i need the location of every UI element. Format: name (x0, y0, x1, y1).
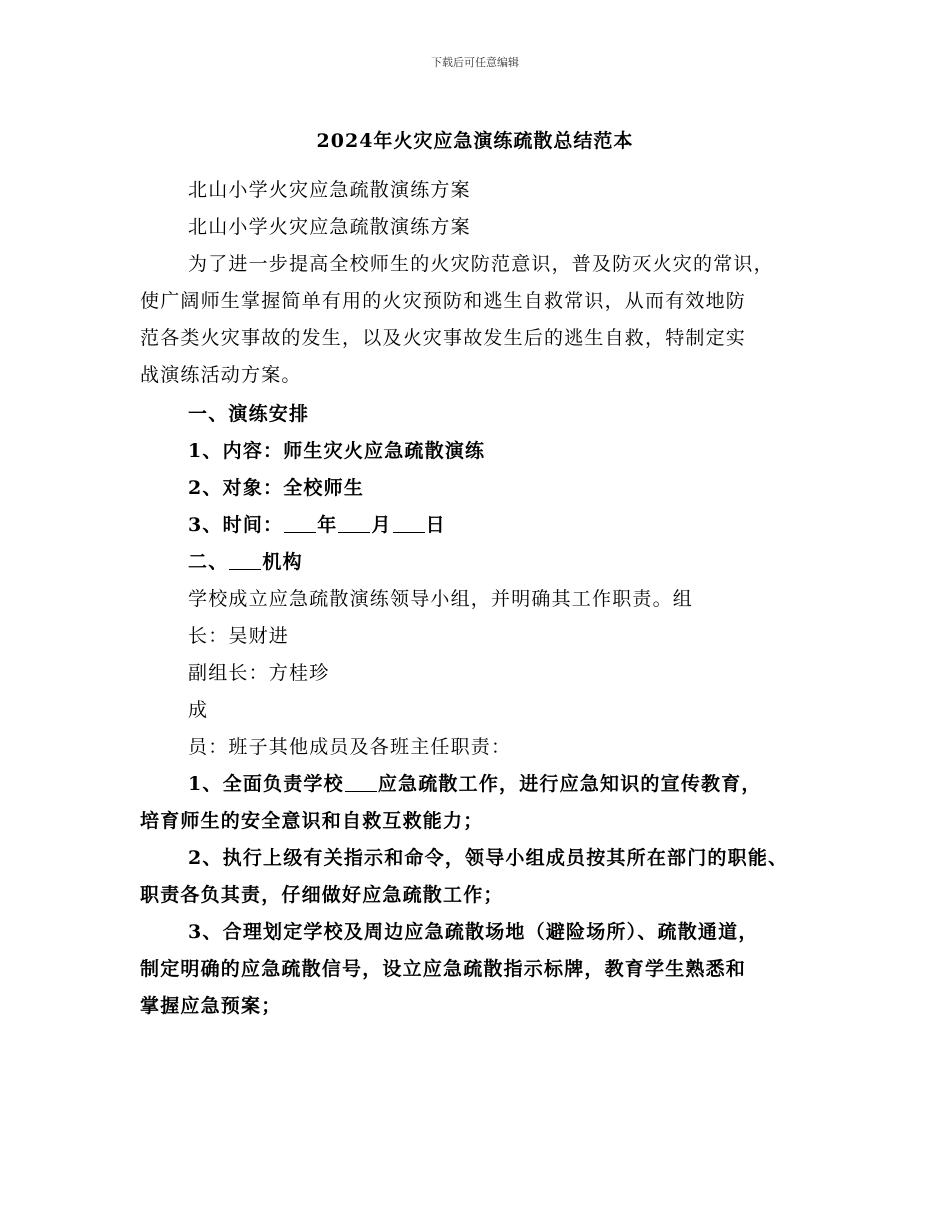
duty-text: 1、全面负责学校 (188, 773, 344, 795)
paragraph-line: 掌握应急预案； (140, 995, 282, 1017)
paragraph-line: 北山小学火灾应急疏散演练方案 (188, 179, 471, 201)
year-label: 年 (317, 514, 338, 536)
duty-line (188, 769, 762, 796)
section-heading (188, 547, 303, 574)
paragraph-line: 培育师生的安全意识和自救互救能力； (140, 810, 484, 832)
document-title: 2024年火灾应急演练疏散总结范本 (316, 130, 634, 152)
time-line (188, 510, 446, 537)
page-header: 下载后可任意编辑 (431, 56, 519, 69)
paragraph-line: 长：吴财进 (188, 625, 290, 647)
blank-line (393, 514, 425, 533)
heading-number: 二、 (188, 551, 229, 573)
paragraph-line: 学校成立应急疏散演练领导小组，并明确其工作职责。组 (188, 588, 694, 610)
section-heading: 一、演练安排 (188, 403, 310, 425)
paragraph-line: 副组长：方桂珍 (188, 662, 330, 684)
blank-line (338, 514, 370, 533)
duty-text: 应急疏散工作，进行应急知识的宣传教育， (377, 773, 762, 795)
paragraph-line: 1、内容：师生灾火应急疏散演练 (188, 440, 486, 462)
paragraph-line: 2、执行上级有关指示和命令，领导小组成员按其所在部门的职能、 (188, 847, 789, 869)
paragraph-line: 战演练活动方案。 (140, 364, 302, 386)
month-label: 月 (371, 514, 392, 536)
paragraph-line: 3、合理划定学校及周边应急疏散场地（避险场所）、疏散通道， (188, 921, 759, 943)
heading-text: 机构 (262, 551, 303, 573)
paragraph-line: 使广阔师生掌握简单有用的火灾预防和逃生自救常识，从而有效地防 (140, 290, 747, 312)
paragraph-line: 2、对象：全校师生 (188, 477, 365, 499)
paragraph-line: 制定明确的应急疏散信号，设立应急疏散指示标牌，教育学生熟悉和 (140, 958, 747, 980)
paragraph-line: 员：班子其他成员及各班主任职责： (188, 736, 512, 758)
paragraph-line: 范各类火灾事故的发生，以及火灾事故发生后的逃生自救，特制定实 (140, 327, 747, 349)
blank-line (345, 773, 377, 792)
paragraph-line: 职责各负其责，仔细做好应急疏散工作； (140, 884, 504, 906)
time-label: 3、时间： (188, 514, 284, 536)
day-label: 日 (425, 514, 446, 536)
paragraph-line: 成 (188, 699, 209, 721)
blank-line (284, 514, 316, 533)
paragraph-line: 为了进一步提高全校师生的火灾防范意识，普及防灭火灾的常识， (188, 253, 774, 275)
paragraph-line: 北山小学火灾应急疏散演练方案 (188, 216, 471, 238)
blank-line (229, 551, 261, 570)
